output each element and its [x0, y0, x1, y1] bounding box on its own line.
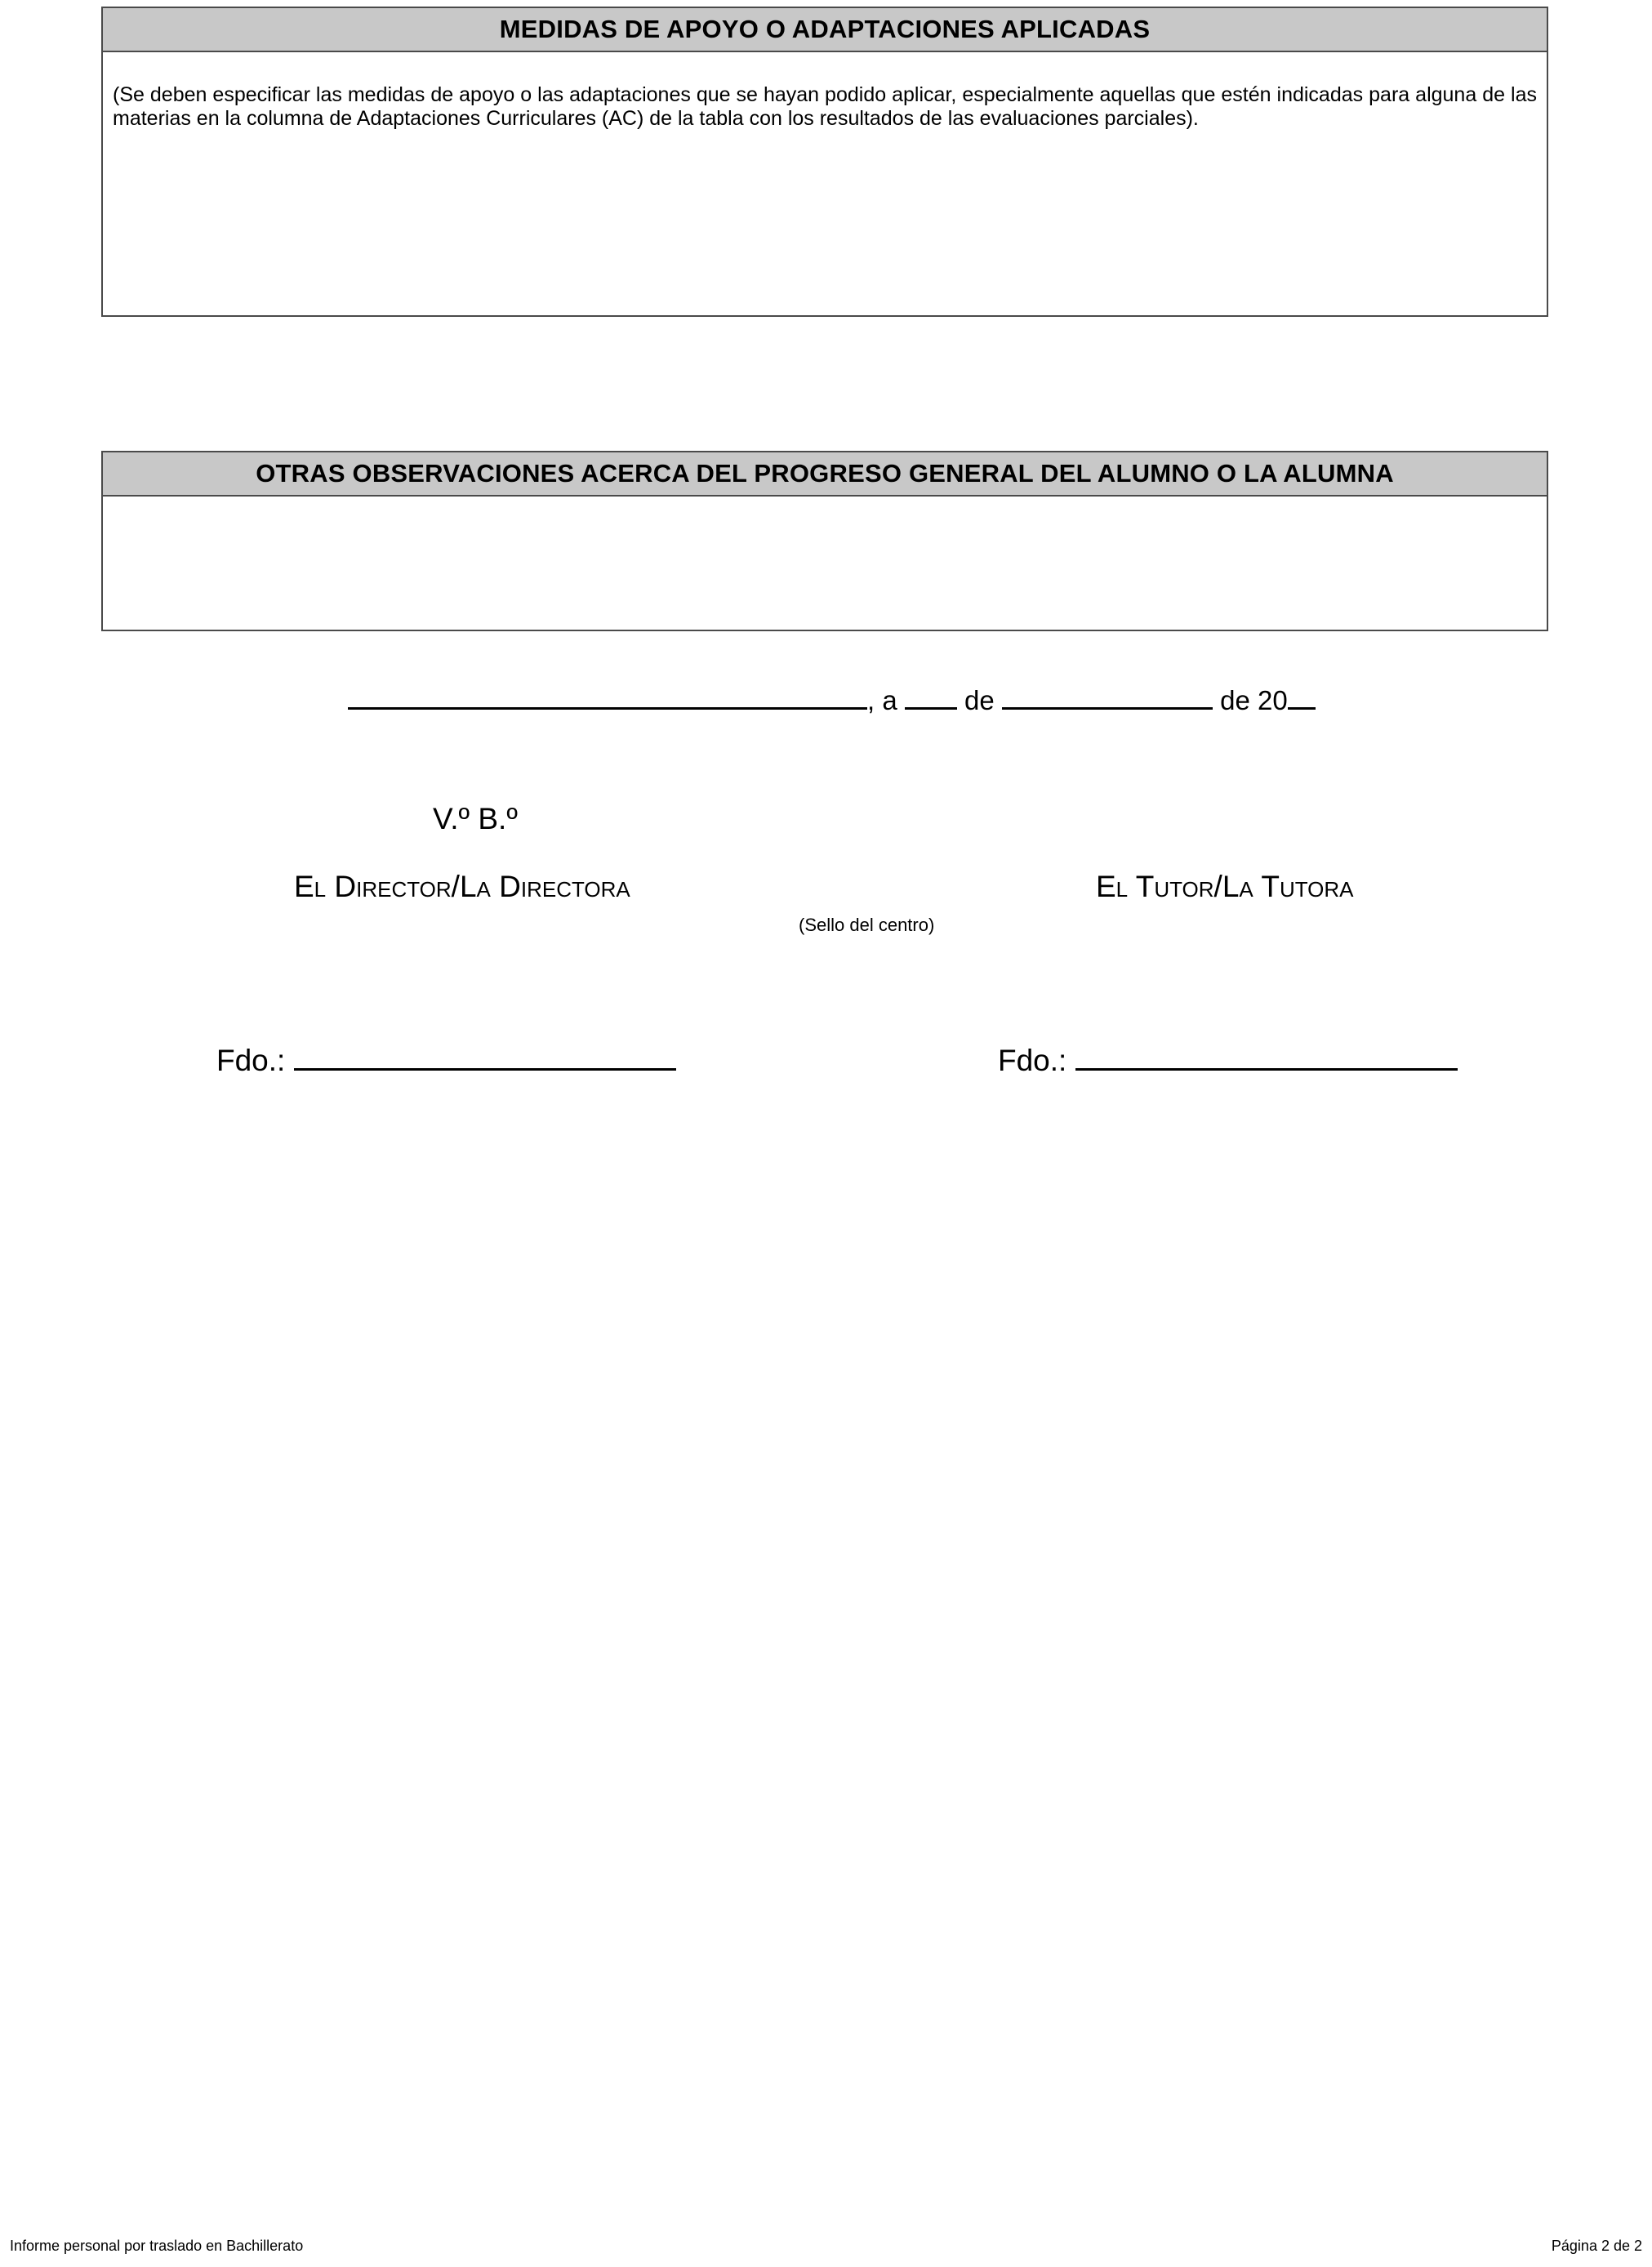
footer-document-title: Informe personal por traslado en Bachillerato — [10, 2238, 304, 2254]
footer-page-number: Página 2 de 2 — [1551, 2238, 1642, 2254]
director-label: El Director/La Directora — [294, 870, 630, 903]
tutor-signature-blank[interactable] — [1075, 1044, 1458, 1071]
tutor-signature-line — [998, 1044, 1458, 1078]
otras-observaciones-field[interactable] — [103, 497, 1547, 528]
date-de20-text: de 20 — [1220, 685, 1288, 715]
medidas-apoyo-section — [101, 7, 1548, 317]
director-signature-line — [216, 1044, 676, 1078]
day-blank[interactable] — [905, 683, 957, 710]
year-blank[interactable] — [1288, 683, 1316, 710]
place-blank[interactable] — [348, 683, 867, 710]
visto-bueno-label: V.º B.º — [433, 802, 518, 835]
date-a-text: , a — [867, 685, 897, 715]
medidas-apoyo-instructions: (Se deben especificar las medidas de apoyo o las adaptaciones que se hayan podido aplicar, especialmente aquellas que estén indicadas para alguna de las materias en la columna de Adaptaciones Curriculares (AC) de la tabla con los resultados de las evaluaciones parciales). — [113, 83, 1537, 130]
otras-observaciones-section — [101, 451, 1548, 631]
director-signature-blank[interactable] — [294, 1044, 676, 1071]
tutor-fdo-label: Fdo.: — [998, 1044, 1067, 1077]
director-fdo-label: Fdo.: — [216, 1044, 286, 1077]
otras-observaciones-title: OTRAS OBSERVACIONES ACERCA DEL PROGRESO GENERAL DEL ALUMNO O LA ALUMNA — [103, 452, 1547, 497]
month-blank[interactable] — [1002, 683, 1213, 710]
sello-centro-label: (Sello del centro) — [799, 915, 935, 935]
tutor-label: El Tutor/La Tutora — [1096, 870, 1354, 903]
medidas-apoyo-title: MEDIDAS DE APOYO O ADAPTACIONES APLICADAS — [103, 8, 1547, 52]
date-de-text: de — [964, 685, 995, 715]
place-date-line — [348, 683, 1316, 716]
